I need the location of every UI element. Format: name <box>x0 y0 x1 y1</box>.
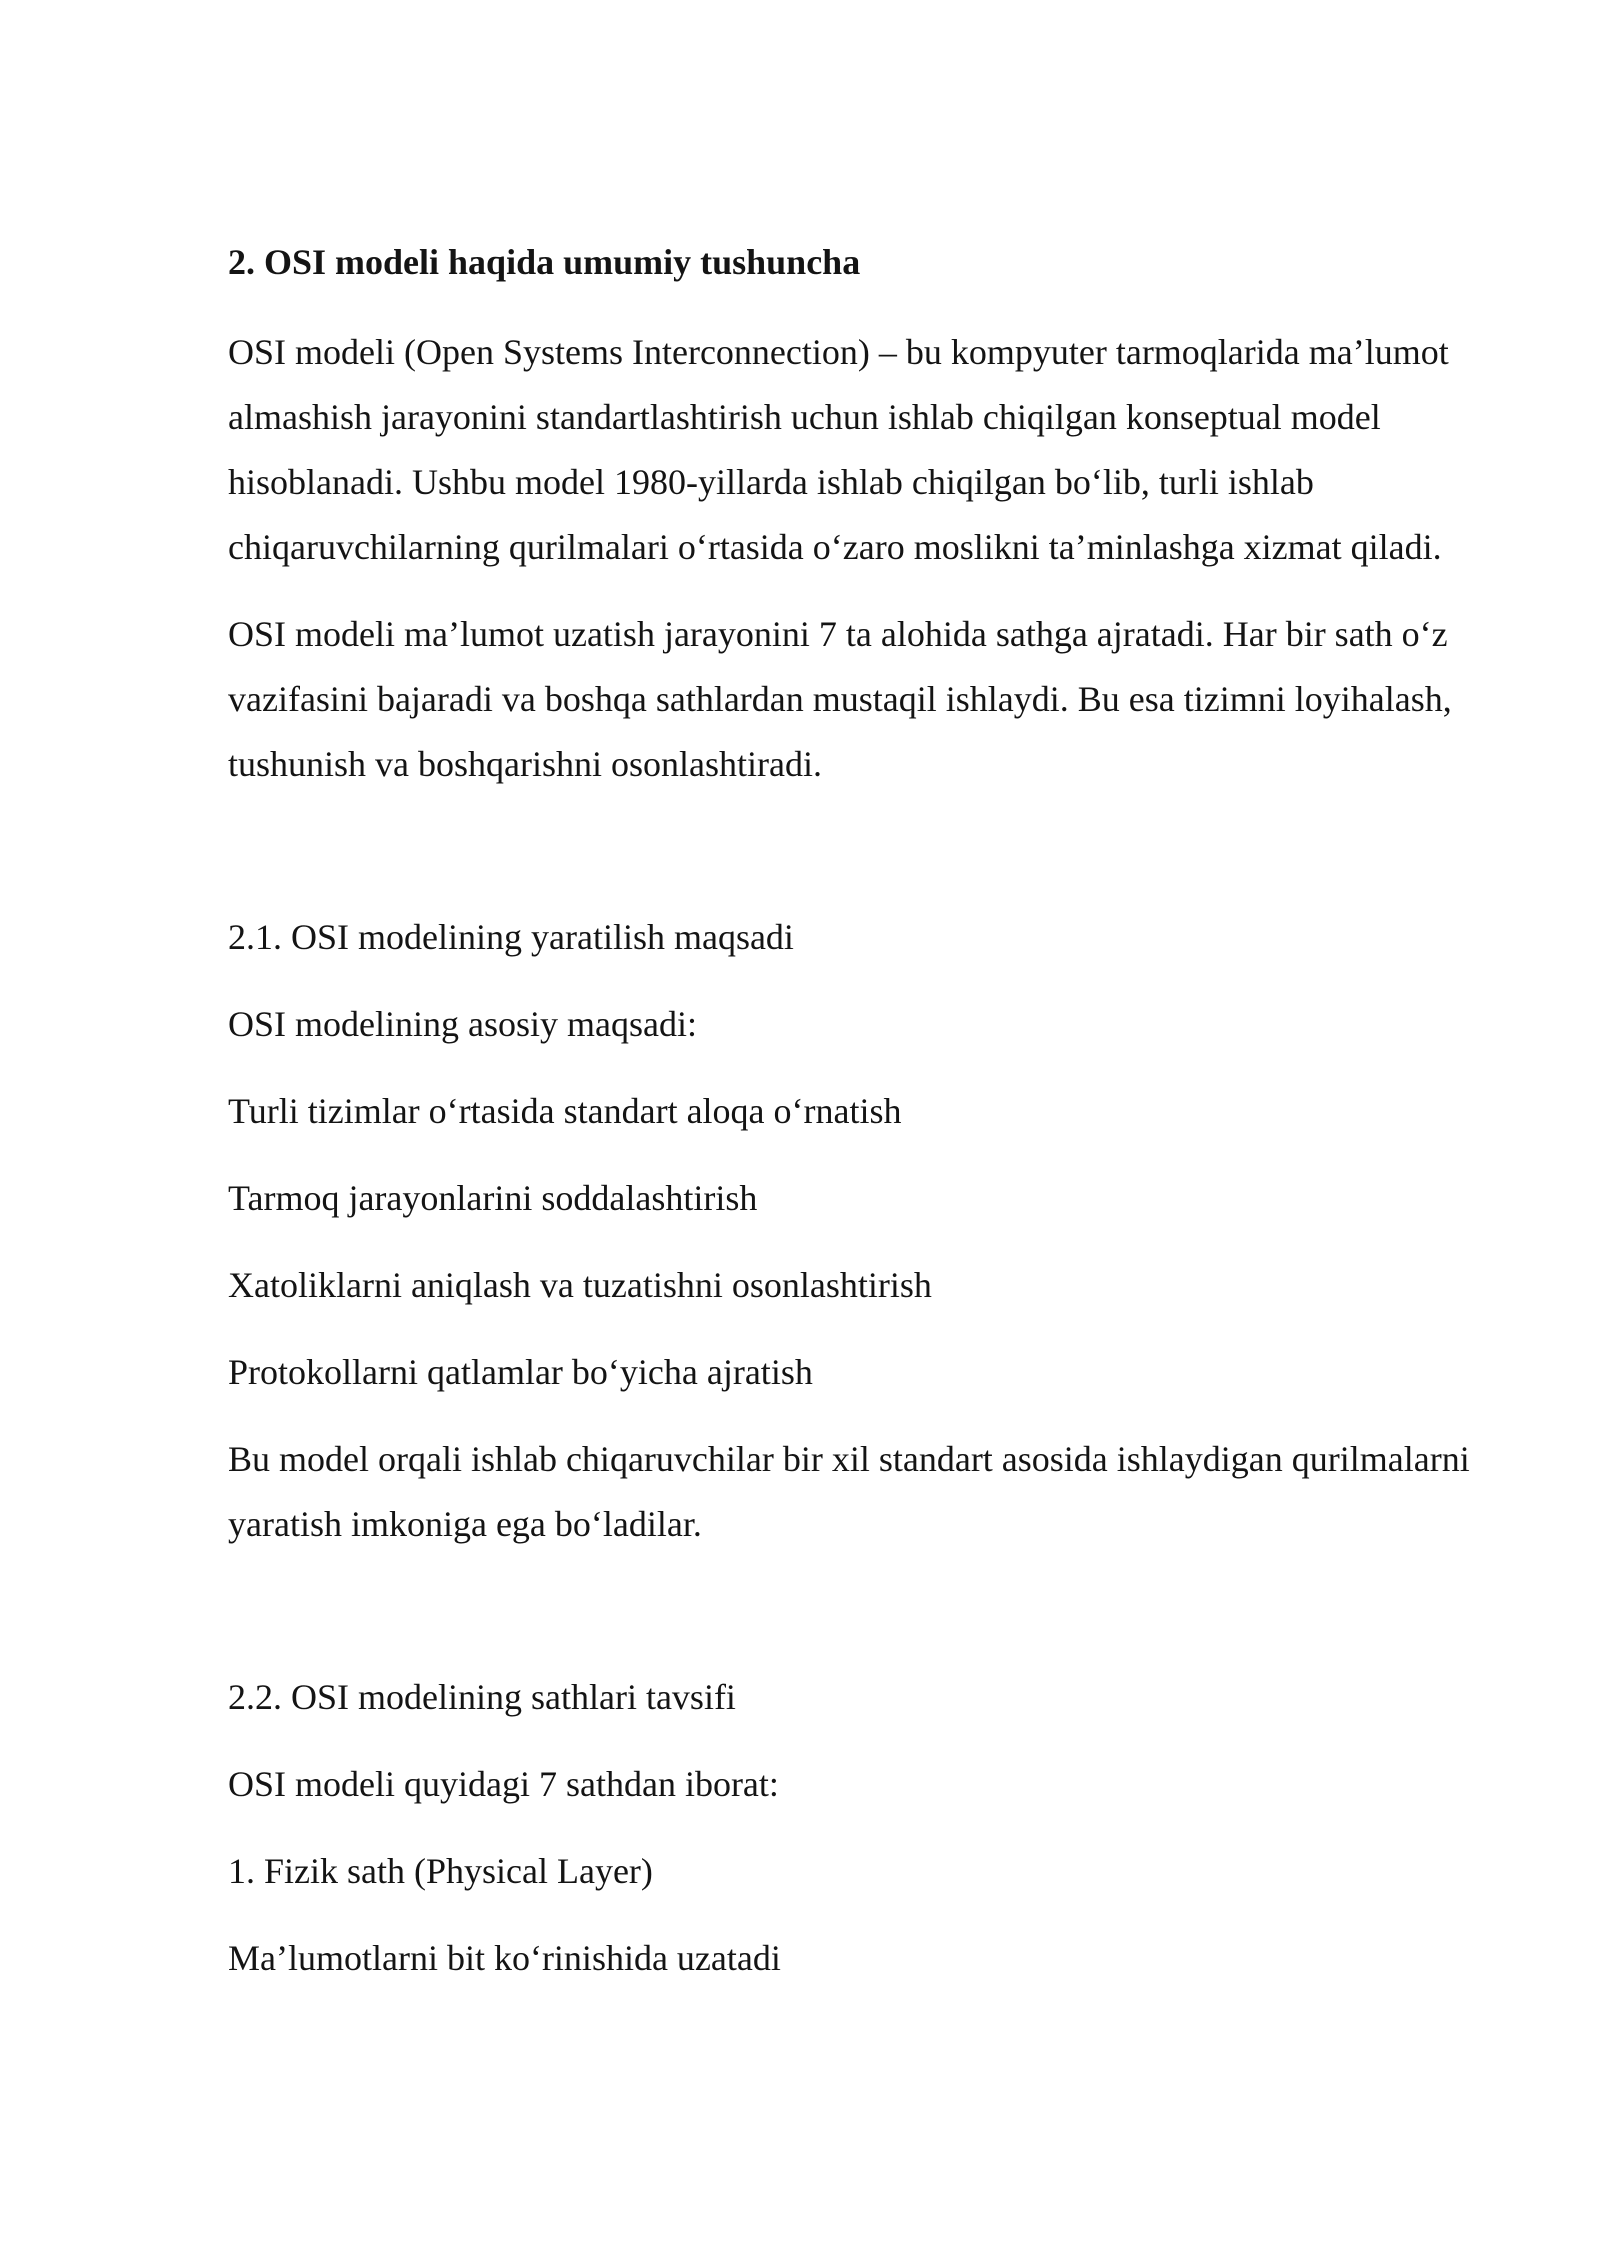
list-item: Tarmoq jarayonlarini soddalashtirish <box>228 1178 758 1218</box>
layer-title: 1. Fizik sath (Physical Layer) <box>228 1851 653 1891</box>
subsection-title: 2.1. OSI modelining yaratilish maqsadi <box>228 917 794 957</box>
spacer <box>228 1579 1488 1665</box>
document-body <box>228 234 1488 2013</box>
list-item: Xatoliklarni aniqlash va tuzatishni osonlashtirish <box>228 1265 932 1305</box>
subsection-title: 2.2. OSI modelining sathlari tavsifi <box>228 1677 736 1717</box>
subsection-lead: OSI modeli quyidagi 7 sathdan iborat: <box>228 1764 779 1804</box>
intro-paragraph: OSI modeli (Open Systems Interconnection) – bu kompyuter tarmoqlarida ma’lumot almashish jarayonini standartlashtirish uchun ishlab chiqilgan konseptual model hisoblanadi. Ushbu model 1980-yillarda ishlab chiqilgan bo‘lib, turli ishlab chiqaruvchilarning qurilmalari o‘rtasida o‘zaro moslikni ta’minlashga xizmat qiladi. <box>228 332 1449 567</box>
subsection-lead: OSI modelining asosiy maqsadi: <box>228 1004 697 1044</box>
intro-paragraph: OSI modeli ma’lumot uzatish jarayonini 7 ta alohida sathga ajratadi. Har bir sath o‘z vazifasini bajaradi va boshqa sathlardan mustaqil ishlaydi. Bu esa tizimni loyihalash, tushunish va boshqarishni osonlashtiradi. <box>228 614 1452 784</box>
list-item: Protokollarni qatlamlar bo‘yicha ajratish <box>228 1352 813 1392</box>
spacer <box>228 819 1488 905</box>
section-heading: 2. OSI modeli haqida umumiy tushuncha <box>228 242 861 282</box>
layer-description: Ma’lumotlarni bit ko‘rinishida uzatadi <box>228 1938 781 1978</box>
list-item: Turli tizimlar o‘rtasida standart aloqa o‘rnatish <box>228 1091 902 1131</box>
subsection-closing: Bu model orqali ishlab chiqaruvchilar bir xil standart asosida ishlaydigan qurilmalarni yaratish imkoniga ega bo‘ladilar. <box>228 1439 1470 1544</box>
